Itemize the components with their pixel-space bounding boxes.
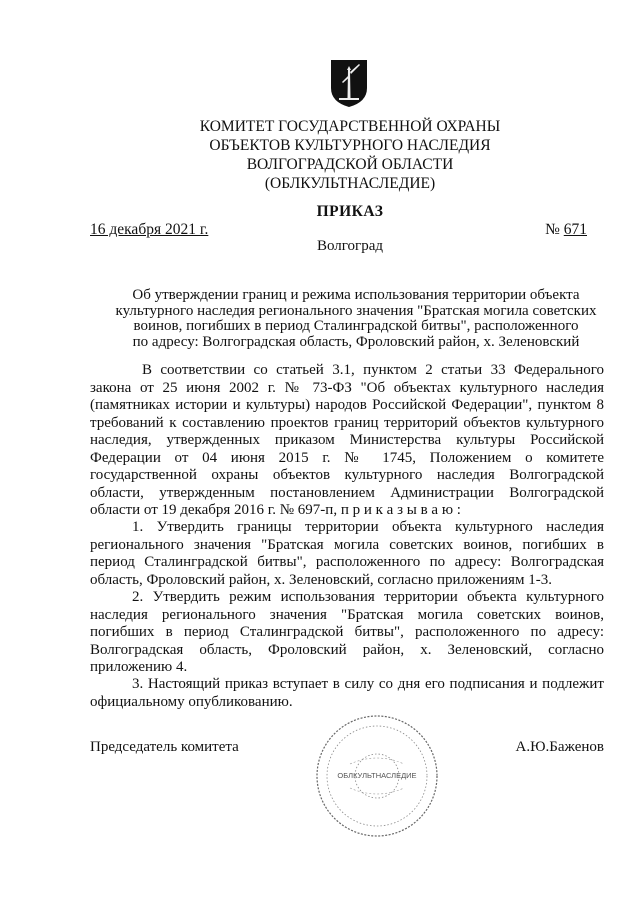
volgograd-coat-of-arms-icon <box>329 58 369 108</box>
subject-line: Об утверждении границ и режима использования территории объекта <box>132 287 580 303</box>
stamp-text: ОБЛКУЛЬТНАСЛЕДИЕ <box>337 771 417 780</box>
subject-line: по адресу: Волгоградская область, Фроловский район, х. Зеленовский <box>132 333 580 350</box>
number-prefix: № <box>545 221 564 238</box>
subject-line: воинов, погибших в период Сталинградской битвы", расположенного <box>133 318 579 334</box>
org-name-line-3: ВОЛГОГРАДСКОЙ ОБЛАСТИ <box>246 156 454 173</box>
paragraph-item-3: 3. Настоящий приказ вступает в силу со дня его подписания и подлежит официальному опубликованию. <box>90 676 604 710</box>
document-title: ПРИКАЗ <box>316 203 384 220</box>
signatory-name: А.Ю.Баженов <box>515 739 604 755</box>
org-name-line-4: (ОБЛКУЛЬТНАСЛЕДИЕ) <box>264 175 436 192</box>
official-stamp <box>312 712 442 840</box>
document-city: Волгоград <box>316 238 383 254</box>
signatory-role: Председатель комитета <box>90 739 239 755</box>
subject-line: культурного наследия регионального значения "Братская могила советских <box>115 302 597 319</box>
document-subject <box>98 288 614 350</box>
paragraph-item-1: 1. Утвердить границы территории объекта культурного наследия регионального значения "Братская могила советских воинов, погибших в период Сталинградской битвы", расположенного по адресу: Волгоградская область, Фроловский район, х. Зеленовский, согласно приложениям 1-3. <box>90 519 604 588</box>
org-name-line-1: КОМИТЕТ ГОСУДАРСТВЕННОЙ ОХРАНЫ <box>199 118 501 135</box>
document-number <box>545 221 587 239</box>
number-value: 671 <box>563 221 587 238</box>
org-name-line-2: ОБЪЕКТОВ КУЛЬТУРНОГО НАСЛЕДИЯ <box>209 137 491 154</box>
paragraph-preamble: В соответствии со статьей 3.1, пунктом 2 статьи 33 Федерального закона от 25 июня 2002 г. № 73-ФЗ "Об объектах культурного наследия (памятниках истории и культуры) народов Российской Федерации", пунктом 8 требований к составлению проектов границ территорий объектов культурного наследия, утвержденных приказом Министерства культуры Российской Федерации от 04 июня 2015 г. № 1745, Положением о комитете государственной охраны объектов культурного наследия Волгоградской области, утвержденным постановлением Администрации Волгоградской области от 19 декабря 2016 г. № 697-п, п р и к а з ы в а ю : <box>90 362 604 518</box>
document-date: 16 декабря 2021 г. <box>90 221 209 238</box>
paragraph-item-2: 2. Утвердить режим использования территории объекта культурного наследия регионального значения "Братская могила советских воинов, погибших в период Сталинградской битвы", расположенного по адресу: Волгоградская область, Фроловский район, х. Зеленовский, согласно приложению 4. <box>90 589 604 675</box>
